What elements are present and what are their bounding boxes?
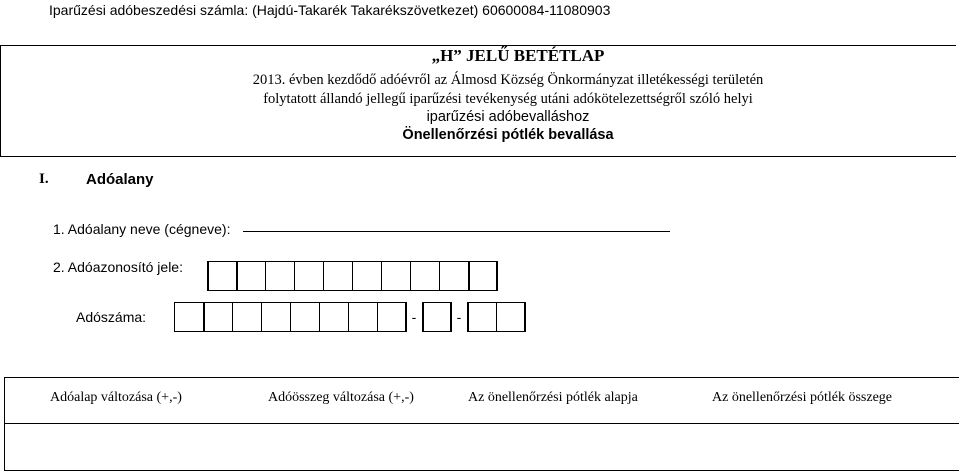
- tax-number-separator: -: [456, 309, 462, 325]
- tax-id-cell[interactable]: [381, 261, 411, 291]
- description-line-2: folytatott állandó jellegű iparűzési tevékenység utáni adókötelezettségről szóló helyi: [263, 91, 753, 107]
- table-header-tax-base-change: Adóalap változása (+,-): [50, 390, 182, 405]
- tax-id-cell[interactable]: [439, 261, 469, 291]
- tax-id-cell[interactable]: [294, 261, 324, 291]
- tax-number-cell[interactable]: [290, 302, 320, 332]
- tax-number-cell[interactable]: [261, 302, 291, 332]
- tax-id-cell[interactable]: [323, 261, 353, 291]
- tax-number-cell[interactable]: [422, 302, 452, 332]
- form-subtitle: Önellenőrzési pótlék bevallása: [402, 127, 614, 143]
- tax-id-cell[interactable]: [468, 261, 498, 291]
- tax-id-cell[interactable]: [352, 261, 382, 291]
- description-line-3: iparűzési adóbevalláshoz: [426, 109, 590, 125]
- tax-number-cell[interactable]: [467, 302, 497, 332]
- taxpayer-name-field[interactable]: [243, 231, 670, 232]
- taxpayer-name-label: 1. Adóalany neve (cégneve):: [53, 221, 231, 237]
- section-title: Adóalany: [86, 171, 154, 188]
- tax-number-cell[interactable]: [348, 302, 378, 332]
- table-header-penalty-base: Az önellenőrzési pótlék alapja: [468, 390, 638, 405]
- table-header-penalty-amount: Az önellenőrzési pótlék összege: [712, 390, 892, 405]
- tax-number-separator: -: [411, 309, 417, 325]
- tax-number-cell[interactable]: [319, 302, 349, 332]
- table-row-divider: [4, 423, 959, 424]
- tax-number-boxes[interactable]: [174, 302, 525, 332]
- tax-id-cell[interactable]: [207, 261, 237, 291]
- tax-number-cell[interactable]: [496, 302, 526, 332]
- account-line: Iparűzési adóbeszedési számla: (Hajdú-Takarék Takarékszövetkezet) 60600084-11080903: [49, 2, 611, 18]
- tax-number-cell[interactable]: [377, 302, 407, 332]
- tax-number-cell[interactable]: [174, 302, 204, 332]
- tax-id-cell[interactable]: [265, 261, 295, 291]
- tax-id-cell[interactable]: [236, 261, 266, 291]
- description-line-1: 2013. évben kezdődő adóévről az Álmosd Község Önkormányzat illetékességi területén: [252, 72, 764, 88]
- description-text: [0, 71, 956, 109]
- tax-number-cell[interactable]: [232, 302, 262, 332]
- table-header-tax-amount-change: Adóösszeg változása (+,-): [268, 390, 414, 405]
- tax-id-label: 2. Adóazonosító jele:: [53, 259, 183, 275]
- tax-number-label: Adószáma:: [76, 309, 147, 325]
- tax-id-cell[interactable]: [410, 261, 440, 291]
- section-number: I.: [39, 171, 49, 187]
- tax-number-cell[interactable]: [203, 302, 233, 332]
- form-title: „H” JELŰ BETÉTLAP: [431, 46, 605, 65]
- tax-id-boxes[interactable]: [207, 261, 497, 291]
